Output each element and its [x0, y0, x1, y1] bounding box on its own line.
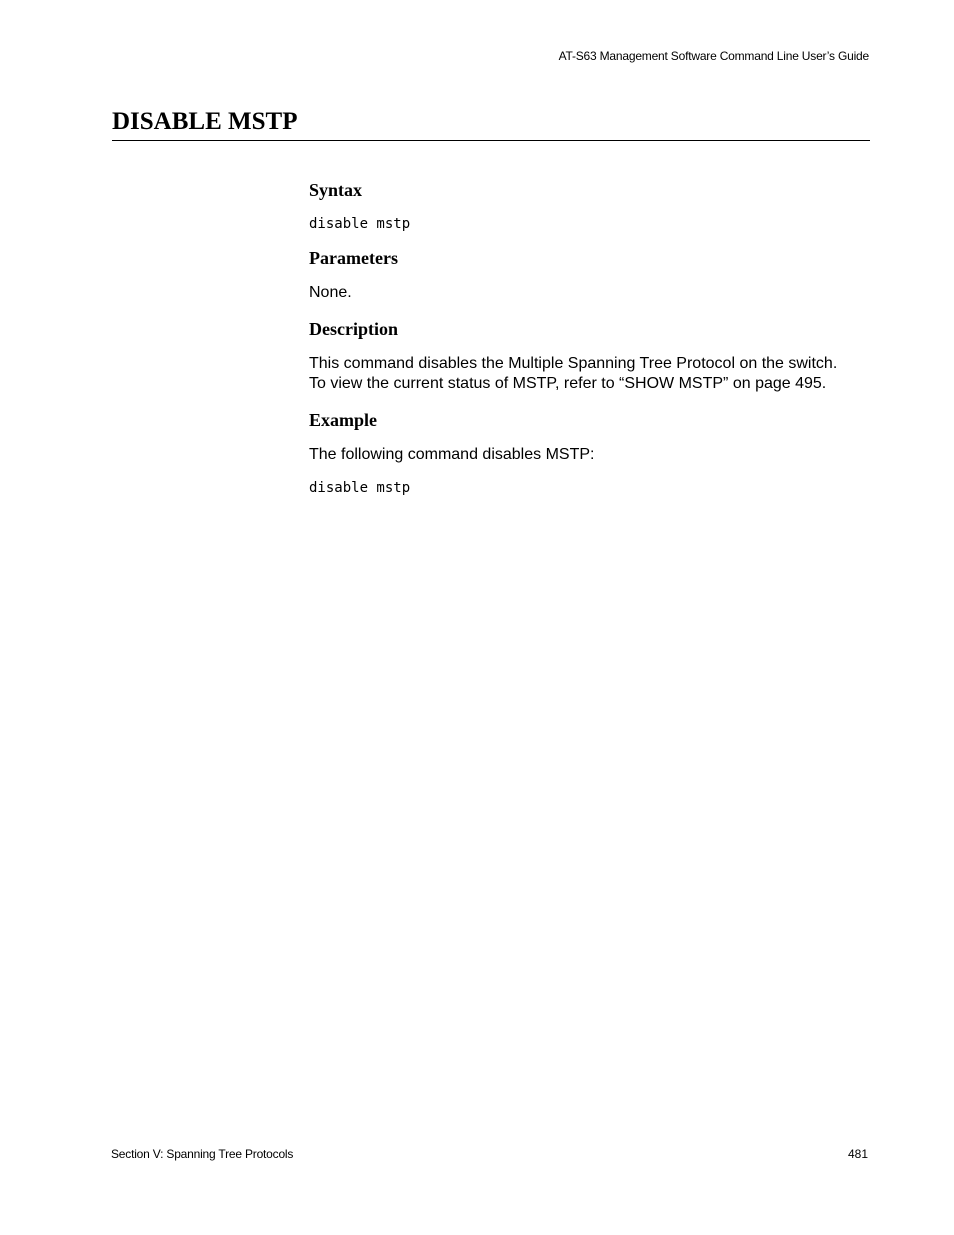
- page-title: DISABLE MSTP: [112, 108, 298, 135]
- running-header: AT-S63 Management Software Command Line User’s Guide: [558, 49, 869, 63]
- syntax-heading: Syntax: [309, 180, 363, 200]
- parameters-text: None.: [309, 284, 352, 301]
- example-code: disable mstp: [309, 480, 411, 496]
- example-heading: Example: [309, 409, 378, 430]
- footer-page-number: 481: [847, 1147, 868, 1161]
- syntax-code: disable mstp: [309, 216, 411, 232]
- description-text: This command disables the Multiple Spanning Tree Protocol on the switch. To view the current status of MSTP, refer to “SHOW MSTP” on page 495.: [309, 354, 838, 392]
- command-content: [309, 179, 854, 497]
- footer-section-label: Section V: Spanning Tree Protocols: [111, 1147, 294, 1161]
- parameters-heading: Parameters: [309, 248, 398, 268]
- description-heading: Description: [309, 318, 398, 339]
- title-rule: [112, 140, 870, 141]
- example-text: The following command disables MSTP:: [309, 445, 595, 463]
